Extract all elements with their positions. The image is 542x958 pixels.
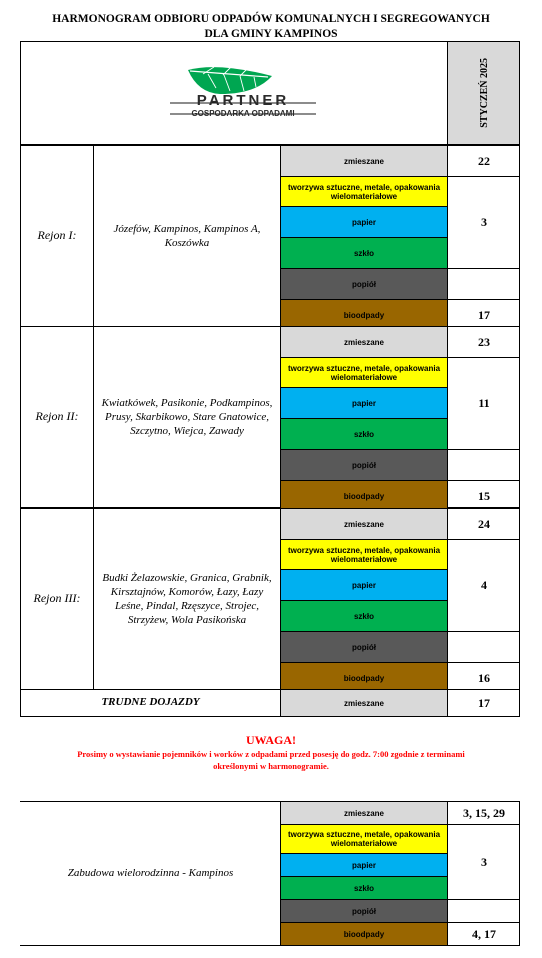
multi-day-bioodpady: 4, 17 — [472, 926, 496, 941]
waste-type-tworzywa — [281, 358, 447, 387]
day-segregated: 11 — [478, 396, 490, 410]
waste-type-szklo-label: szkło — [353, 611, 374, 621]
waste-type-zmieszane — [281, 146, 447, 176]
waste-type-tworzywa — [281, 177, 447, 206]
multi-waste-type-szklo — [281, 877, 447, 899]
multi-label: Zabudowa wielorodzinna - Kampinos — [67, 867, 234, 879]
waste-type-popiol — [281, 632, 447, 662]
waste-type-popiol — [281, 269, 447, 299]
day-zmieszane: 22 — [478, 153, 490, 168]
waste-type-tworzywa-label: tworzywa sztuczne, metale, opakowania wielomateriałowe — [287, 363, 441, 382]
waste-type-szklo — [281, 419, 447, 449]
multi-waste-type-popiol — [281, 900, 447, 922]
waste-type-tworzywa-label: tworzywa sztuczne, metale, opakowania wielomateriałowe — [287, 545, 441, 564]
multi-waste-type-papier — [281, 854, 447, 876]
multi-waste-type-zmieszane-label: zmieszane — [343, 808, 385, 818]
multi-day-zmieszane: 3, 15, 29 — [463, 805, 505, 820]
waste-type-szklo-label: szkło — [353, 429, 374, 439]
day-bioodpady: 16 — [478, 670, 490, 685]
waste-type-papier-label: papier — [351, 217, 376, 227]
day-popiol — [448, 632, 520, 662]
waste-type-popiol-label: popiół — [352, 460, 376, 470]
waste-type-bioodpady-label: bioodpady — [343, 491, 385, 501]
alert-text-line-2: określonymi w harmonogramie. — [213, 761, 329, 771]
day-zmieszane: 23 — [478, 334, 490, 349]
document-title-line-1: HARMONOGRAM ODBIORU ODPADÓW KOMUNALNYCH I SEGREGOWANYCH — [52, 13, 490, 25]
alert-text-line-1: Prosimy o wystawianie pojemników i worków z odpadami przed posesję do godz. 7:00 zgodnie z terminami — [77, 749, 465, 759]
alert-title: UWAGA! — [246, 733, 296, 747]
waste-type-szklo — [281, 601, 447, 631]
multi-waste-type-tworzywa-label: tworzywa sztuczne, metale, opakowania wielomateriałowe — [287, 830, 441, 848]
logo-tagline: GOSPODARKA ODPADAMI — [191, 109, 295, 118]
multi-day-segregated: 3 — [481, 854, 487, 869]
day-bioodpady: 15 — [478, 488, 490, 503]
day-segregated: 3 — [481, 215, 487, 229]
waste-type-popiol-label: popiół — [352, 279, 376, 289]
waste-type-bioodpady-label: bioodpady — [343, 673, 385, 683]
multi-waste-type-papier-label: papier — [351, 860, 376, 870]
document-title-line-2: DLA GMINY KAMPINOS — [204, 28, 338, 40]
waste-type-zmieszane-label: zmieszane — [343, 519, 385, 529]
multi-waste-type-popiol-label: popiół — [352, 906, 376, 916]
waste-type-bioodpady — [281, 481, 447, 511]
trudne-waste-type — [281, 690, 447, 716]
waste-type-popiol-label: popiół — [352, 642, 376, 652]
day-zmieszane: 24 — [478, 516, 490, 531]
waste-type-tworzywa-label: tworzywa sztuczne, metale, opakowania wielomateriałowe — [287, 182, 441, 201]
multi-waste-type-bioodpady — [281, 923, 447, 945]
waste-type-papier — [281, 570, 447, 600]
waste-type-zmieszane-label: zmieszane — [343, 156, 385, 166]
waste-type-zmieszane — [281, 509, 447, 539]
day-popiol — [448, 269, 520, 299]
trudne-waste-type-label: zmieszane — [343, 698, 385, 708]
region-name: Rejon II: — [35, 409, 79, 423]
waste-type-zmieszane-label: zmieszane — [343, 337, 385, 347]
waste-type-szklo-label: szkło — [353, 248, 374, 258]
waste-type-papier — [281, 207, 447, 237]
multi-waste-type-bioodpady-label: bioodpady — [343, 929, 385, 939]
logo-brand: PARTNER — [196, 92, 290, 109]
region-places: Kwiatkówek, Pasikonie, Podkampinos, Prusy, Skarbikowo, Stare Gnatowice, Szczytno, Wiejca, Zawady — [101, 396, 273, 437]
waste-type-papier-label: papier — [351, 580, 376, 590]
partner-logo — [168, 60, 318, 126]
multi-day-popiol — [448, 900, 520, 922]
day-popiol — [448, 450, 520, 480]
month-label: STYCZEŃ 2025 — [478, 58, 490, 128]
region-name: Rejon III: — [33, 591, 81, 605]
day-bioodpady: 17 — [478, 307, 490, 322]
waste-type-popiol — [281, 450, 447, 480]
trudne-label: TRUDNE DOJAZDY — [101, 696, 200, 708]
month-header — [447, 42, 519, 144]
region-places: Józefów, Kampinos, Kampinos A, Koszówka — [113, 222, 261, 249]
trudne-day: 17 — [478, 695, 490, 710]
multi-waste-type-szklo-label: szkło — [353, 883, 374, 893]
waste-type-papier-label: papier — [351, 398, 376, 408]
region-name: Rejon I: — [37, 228, 77, 242]
waste-type-papier — [281, 388, 447, 418]
day-segregated: 4 — [481, 578, 487, 592]
multi-waste-type-zmieszane — [281, 802, 447, 824]
waste-type-tworzywa — [281, 540, 447, 569]
region-places: Budki Żelazowskie, Granica, Grabnik, Kirsztajnów, Komorów, Łazy, Łazy Leśne, Pindal, Rzęszyce, Strojec, Strzyżew, Wola Pasikońska — [102, 571, 272, 626]
multi-waste-type-tworzywa — [281, 825, 447, 853]
waste-type-szklo — [281, 238, 447, 268]
waste-type-zmieszane — [281, 327, 447, 357]
waste-type-bioodpady-label: bioodpady — [343, 310, 385, 320]
